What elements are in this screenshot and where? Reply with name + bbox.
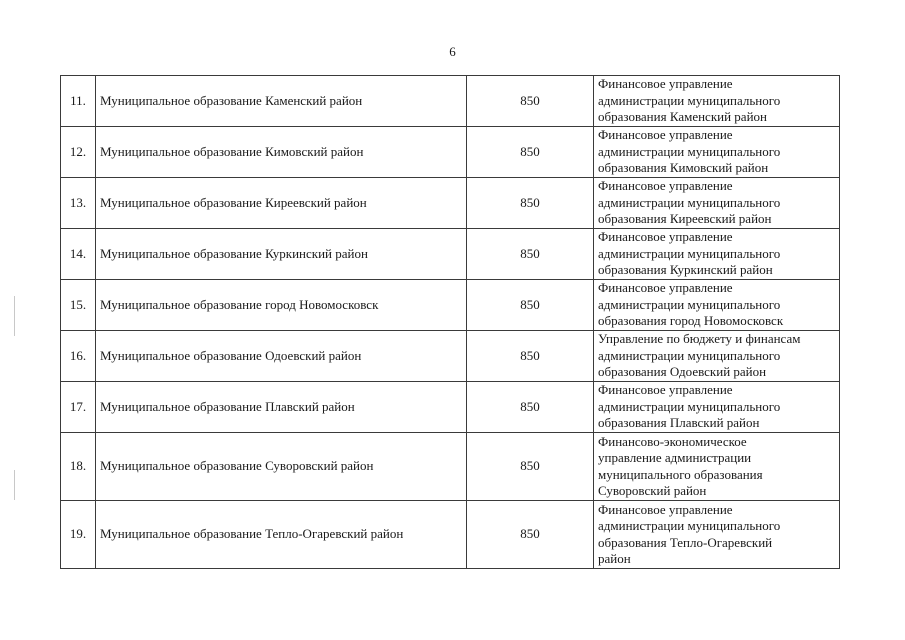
administrator-line: Финансовое управление [598, 178, 733, 194]
municipality-name-cell: Муниципальное образование Куркинский район [96, 229, 467, 280]
administrator-line: образования Каменский район [598, 109, 767, 125]
administrator-cell [594, 382, 840, 433]
municipal-table [60, 75, 840, 569]
administrator-line: образования город Новомосковск [598, 313, 784, 329]
table-row [61, 229, 840, 280]
code-cell: 850 [467, 382, 594, 433]
administrator-line: Финансовое управление [598, 280, 733, 296]
municipality-name-cell: Муниципальное образование город Новомосковск [96, 280, 467, 331]
administrator-cell [594, 331, 840, 382]
administrator-line: образования Тепло-Огаревский [598, 534, 773, 550]
table-row [61, 501, 840, 569]
table-row [61, 382, 840, 433]
administrator-line: Финансовое управление [598, 76, 733, 92]
administrator-line: Суворовский район [598, 483, 707, 498]
page-number: 6 [449, 44, 456, 59]
municipality-name-cell: Муниципальное образование Киреевский район [96, 178, 467, 229]
administrator-line: администрации муниципального [598, 518, 781, 533]
administrator-line: Финансовое управление [598, 501, 733, 517]
administrator-cell [594, 178, 840, 229]
administrator-line: муниципального образования [598, 466, 763, 482]
administrator-cell [594, 229, 840, 280]
row-number-cell: 11. [61, 76, 96, 127]
row-number-cell: 18. [61, 433, 96, 501]
code-cell: 850 [467, 280, 594, 331]
scan-margin-mark [14, 470, 15, 500]
administrator-line: образования Кимовский район [598, 160, 769, 176]
administrator-line: Управление по бюджету и финансам [598, 331, 801, 347]
row-number-cell: 16. [61, 331, 96, 382]
administrator-line: администрации муниципального [598, 398, 781, 414]
administrator-cell [594, 280, 840, 331]
administrator-cell [594, 127, 840, 178]
administrator-line: образования Плавский район [598, 415, 760, 431]
row-number-cell: 17. [61, 382, 96, 433]
administrator-line: администрации муниципального [598, 92, 781, 108]
row-number-cell: 12. [61, 127, 96, 178]
municipality-name-cell: Муниципальное образование Кимовский район [96, 127, 467, 178]
code-cell: 850 [467, 433, 594, 501]
administrator-line: администрации муниципального [598, 296, 781, 312]
administrator-line: администрации муниципального [598, 194, 781, 210]
table-row [61, 76, 840, 127]
administrator-line: Финансовое управление [598, 382, 733, 398]
administrator-line: образования Одоевский район [598, 364, 767, 380]
code-cell: 850 [467, 76, 594, 127]
administrator-line: администрации муниципального [598, 347, 781, 363]
code-cell: 850 [467, 331, 594, 382]
administrator-line: Финансовое управление [598, 127, 733, 143]
municipality-name-cell: Муниципальное образование Каменский район [96, 76, 467, 127]
code-cell: 850 [467, 501, 594, 569]
row-number-cell: 13. [61, 178, 96, 229]
administrator-cell [594, 433, 840, 501]
administrator-line: администрации муниципального [598, 245, 781, 261]
table-row [61, 433, 840, 501]
administrator-line: управление администрации [598, 450, 752, 465]
administrator-line: Финансовое управление [598, 229, 733, 245]
municipality-name-cell: Муниципальное образование Тепло-Огаревский район [96, 501, 467, 569]
administrator-line: район [598, 551, 631, 566]
administrator-line: администрации муниципального [598, 143, 781, 159]
municipality-name-cell: Муниципальное образование Плавский район [96, 382, 467, 433]
table-row [61, 127, 840, 178]
administrator-line: Финансово-экономическое [598, 433, 747, 449]
administrator-cell [594, 76, 840, 127]
code-cell: 850 [467, 178, 594, 229]
row-number-cell: 14. [61, 229, 96, 280]
row-number-cell: 15. [61, 280, 96, 331]
administrator-line: образования Киреевский район [598, 211, 772, 227]
row-number-cell: 19. [61, 501, 96, 569]
table-row [61, 178, 840, 229]
administrator-cell [594, 501, 840, 569]
code-cell: 850 [467, 229, 594, 280]
administrator-line: образования Куркинский район [598, 262, 773, 278]
table-row [61, 280, 840, 331]
table-body [61, 76, 840, 569]
table-row [61, 331, 840, 382]
municipality-name-cell: Муниципальное образование Суворовский район [96, 433, 467, 501]
municipality-name-cell: Муниципальное образование Одоевский район [96, 331, 467, 382]
scan-margin-mark [14, 296, 15, 336]
code-cell: 850 [467, 127, 594, 178]
